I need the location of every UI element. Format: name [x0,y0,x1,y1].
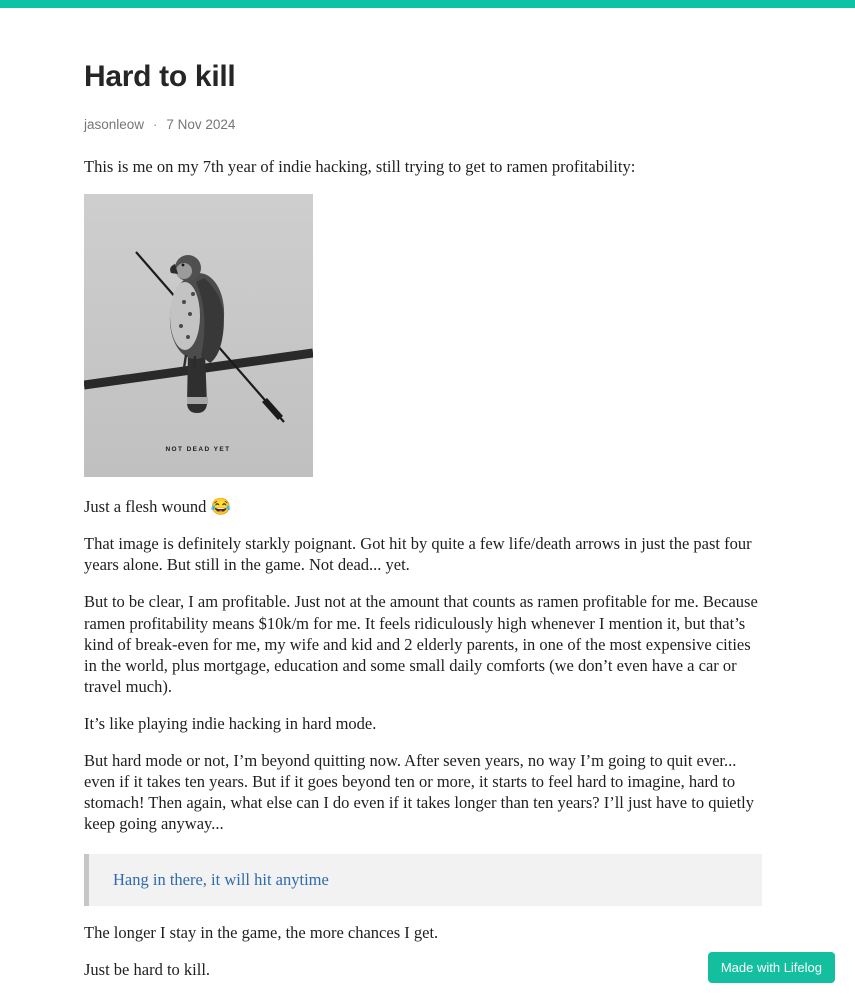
bird-chest [170,282,200,350]
bird-eye [182,264,185,267]
paragraph-intro: This is me on my 7th year of indie hacking, still trying to get to ramen profitability: [84,157,636,176]
author-name: jasonleow [84,117,145,132]
paragraph-longer-stay: The longer I stay in the game, the more chances I get. [84,922,439,942]
paragraph-closing: Just be hard to kill. [84,959,211,979]
image-caption: NOT DEAD YET [165,446,231,454]
page-title: Hard to kill [84,60,236,93]
post-date: 7 Nov 2024 [166,117,236,132]
paragraph-beyond-quitting: But hard mode or not, I’m beyond quitting now. After seven years, no way I’m going to quit ever... even if it takes ten years. But if it goes beyond ten or more, it starts to feel hard to imagine, hard to stomach! Then again, what else can I do even if it takes longer than ten years? I’ll just have to quietly keep going anyway... [84,751,755,834]
top-accent-bar [0,0,855,8]
hawk-arrow-illustration [84,194,313,477]
paragraph-profitable: But to be clear, I am profitable. Just not at the amount that counts as ramen profitable for me. Because ramen profitability means $10k/m for me. It feels ridiculously high whenever I mention it, but that’s kind of break-even for me, my wife and kid and 2 elderly parents, in one of the most expensive cities in the world, plus mortgage, education and some small daily comforts (we don’t even have a car or travel much). [84,592,758,696]
paragraph-hard-mode: It’s like playing indie hacking in hard mode. [84,713,377,733]
quote-link[interactable]: Hang in there, it will hit anytime [113,869,329,889]
hawk-arrow-image [84,194,313,477]
quote-block [84,854,762,906]
made-with-lifelog-badge[interactable]: Made with Lifelog [708,952,835,983]
post-container [84,8,762,980]
paragraph-flesh-wound: Just a flesh wound 😂 [84,497,232,517]
byline-separator: · [153,117,158,132]
paragraph-poignant: That image is definitely starkly poignant. Got hit by quite a few life/death arrows in just the past four years alone. But still in the game. Not dead... yet. [84,534,752,575]
byline [84,117,762,132]
